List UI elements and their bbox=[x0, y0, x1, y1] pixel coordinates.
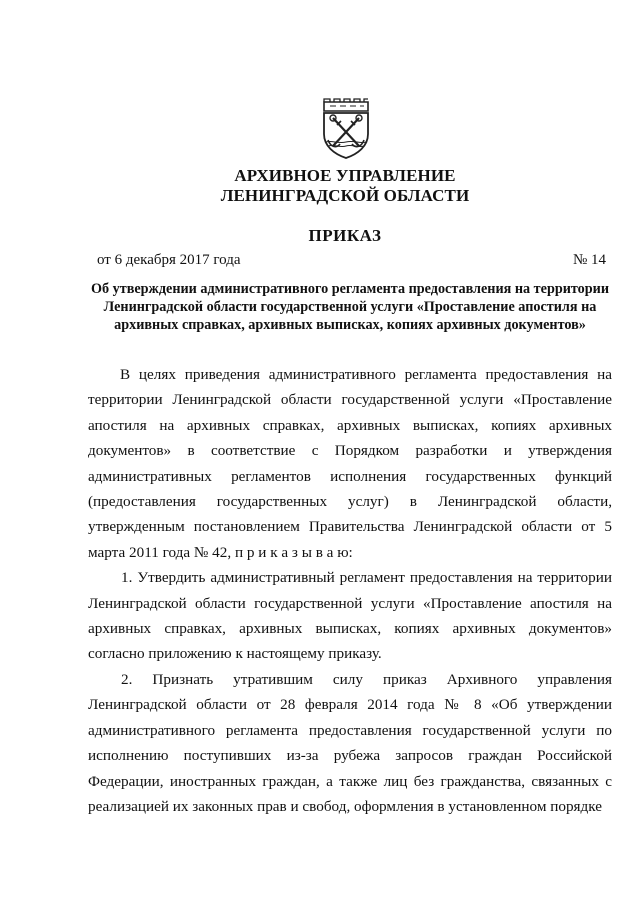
coat-of-arms-icon bbox=[318, 98, 374, 160]
document-number: № 14 bbox=[572, 252, 606, 268]
order-item-1: 1. Утвердить административный регламент предоставления на территории Ленинградской области государственной услуги «Проставление апостиля на архивных справках, архивных выписках, копиях архивных документов» согласно приложению к настоящему приказу. bbox=[88, 569, 612, 663]
document-date: от 6 декабря 2017 года bbox=[97, 252, 241, 268]
organization-name-line1: АРХИВНОЕ УПРАВЛЕНИЕ bbox=[234, 166, 456, 185]
document-subject bbox=[60, 280, 640, 334]
organization-name-line2: ЛЕНИНГРАДСКОЙ ОБЛАСТИ bbox=[220, 186, 470, 205]
document-type-title: ПРИКАЗ bbox=[308, 226, 382, 245]
subject-line: архивных справках, архивных выписках, копиях архивных документов» bbox=[114, 317, 586, 333]
subject-line: Об утверждении административного регламента предоставления на территории bbox=[90, 281, 610, 297]
order-item-2: 2. Признать утратившим силу приказ Архивного управления Ленинградской области от 28 февраля 2014 года № 8 «Об утверждении административного регламента предоставления государственной услуги по исполнению поступивших из-за рубежа запросов граждан Российской Федерации, иностранных граждан, а также лиц без гражданства, связанных с реализацией их законных прав и свобод, оформления в установленном порядке bbox=[88, 670, 612, 815]
preamble-paragraph: В целях приведения административного регламента предоставления на территории Ленинградской области государственной услуги «Проставление апостиля на архивных справках, архивных выписках, копиях архивных документов» в соответствие с Порядком разработки и утверждения административных регламентов исполнения государственных функций (предоставления государственных услуг) в Ленинградской области, утвержденным постановлением Правительства Ленинградской области от 5 марта 2011 года № 42, п р и к а з ы в а ю: bbox=[88, 366, 612, 561]
document-body bbox=[88, 362, 612, 819]
subject-line: Ленинградской области государственной услуги «Проставление апостиля на bbox=[103, 299, 597, 315]
